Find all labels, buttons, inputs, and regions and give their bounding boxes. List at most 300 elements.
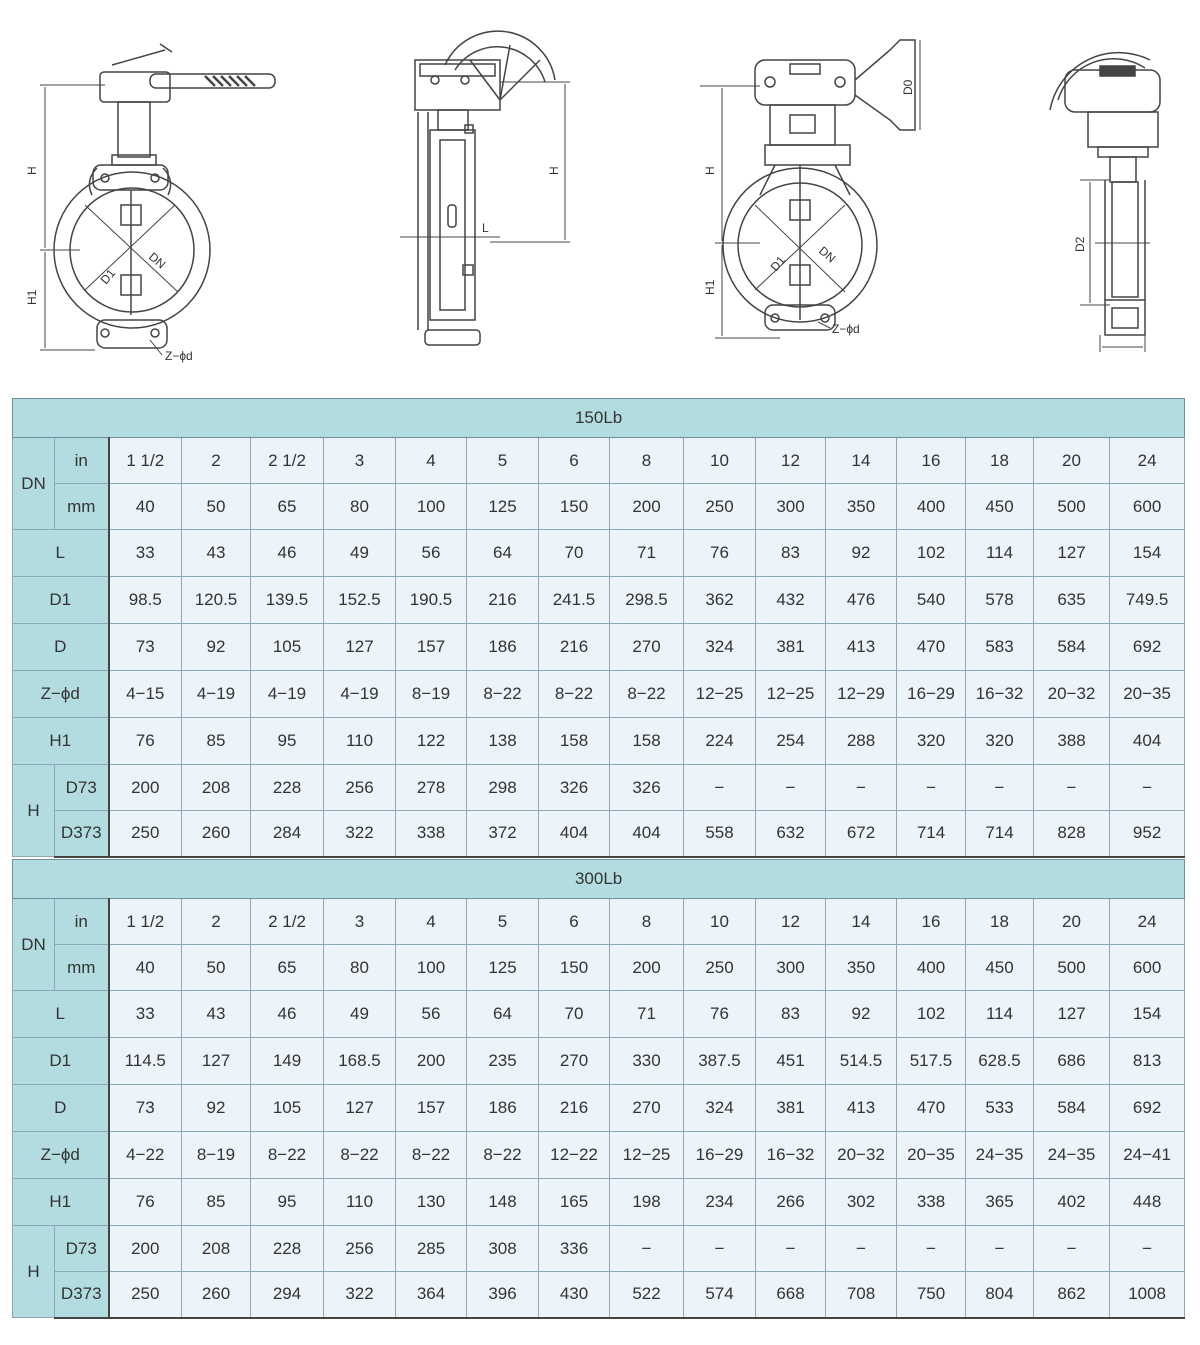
view1-dn-label: DN — [146, 249, 169, 272]
table-cell: 198 — [610, 1179, 684, 1226]
h-d373-row — [13, 1272, 1185, 1318]
table-cell: 5 — [467, 899, 539, 945]
table-cell: 16−29 — [684, 1132, 756, 1179]
table-cell: 56 — [396, 530, 467, 577]
table-cell: 294 — [251, 1272, 324, 1318]
table-cell: 208 — [182, 765, 251, 811]
mm-label: mm — [55, 945, 109, 991]
table-cell: 6 — [539, 438, 610, 484]
row-label: D — [13, 1085, 109, 1132]
in-label: in — [55, 438, 109, 484]
table-cell: 110 — [324, 718, 396, 765]
table-cell: − — [756, 1226, 826, 1272]
table-cell: 150 — [539, 484, 610, 530]
table-cell: 404 — [1110, 718, 1185, 765]
table-cell: 254 — [756, 718, 826, 765]
table-cell: 127 — [182, 1038, 251, 1085]
table-cell: 298.5 — [610, 577, 684, 624]
table-cell: 8 — [610, 438, 684, 484]
view3-d1-label: D1 — [767, 253, 789, 274]
table-cell: 16 — [897, 438, 966, 484]
table-cell: 102 — [897, 530, 966, 577]
table-cell: 105 — [251, 624, 324, 671]
table-cell: 139.5 — [251, 577, 324, 624]
table-cell: 235 — [467, 1038, 539, 1085]
table-cell: 65 — [251, 484, 324, 530]
h-d373-row — [13, 811, 1185, 857]
table-cell: 600 — [1110, 945, 1185, 991]
table-cell: 450 — [966, 484, 1034, 530]
table-cell: 157 — [396, 1085, 467, 1132]
table-cell: 200 — [610, 945, 684, 991]
table-cell: 432 — [756, 577, 826, 624]
table-cell: 33 — [109, 530, 182, 577]
table-cell: 8−22 — [539, 671, 610, 718]
table-cell: 85 — [182, 718, 251, 765]
table-cell: − — [1034, 1226, 1110, 1272]
table-cell: 338 — [897, 1179, 966, 1226]
table-cell: 8−22 — [467, 1132, 539, 1179]
table-cell: 692 — [1110, 1085, 1185, 1132]
table-cell: 4−22 — [109, 1132, 182, 1179]
d1-row — [13, 1038, 1185, 1085]
table-cell: 635 — [1034, 577, 1110, 624]
table-150lb — [12, 398, 1185, 858]
table-cell: 628.5 — [966, 1038, 1034, 1085]
table-cell: 149 — [251, 1038, 324, 1085]
table-cell: 387.5 — [684, 1038, 756, 1085]
row-label: D73 — [55, 1226, 109, 1272]
table-cell: 157 — [396, 624, 467, 671]
table-cell: 76 — [109, 718, 182, 765]
view3-d0-label: D0 — [901, 79, 915, 95]
table-cell: 12−25 — [610, 1132, 684, 1179]
table-cell: 16−29 — [897, 671, 966, 718]
table-cell: 584 — [1034, 624, 1110, 671]
table-cell: 46 — [251, 991, 324, 1038]
table-cell: 16−32 — [756, 1132, 826, 1179]
table-cell: 324 — [684, 624, 756, 671]
h-label: H — [13, 765, 55, 857]
gear-valve-front-view — [700, 40, 920, 338]
table-cell: − — [756, 765, 826, 811]
table-cell: 18 — [966, 899, 1034, 945]
row-label: L — [13, 530, 109, 577]
table-cell: 8−22 — [251, 1132, 324, 1179]
table-cell: 4−19 — [182, 671, 251, 718]
table-cell: 250 — [684, 484, 756, 530]
table-cell: 322 — [324, 811, 396, 857]
table-cell: 413 — [826, 1085, 897, 1132]
table-cell: − — [1034, 765, 1110, 811]
table-cell: 12−25 — [756, 671, 826, 718]
table-cell: − — [826, 1226, 897, 1272]
view3-h1-label: H1 — [703, 279, 717, 295]
table-cell: 750 — [897, 1272, 966, 1318]
table-cell: 158 — [610, 718, 684, 765]
table-cell: − — [897, 765, 966, 811]
table-cell: 672 — [826, 811, 897, 857]
table-cell: 668 — [756, 1272, 826, 1318]
table-cell: 12−22 — [539, 1132, 610, 1179]
table-cell: 270 — [610, 1085, 684, 1132]
table-cell: 583 — [966, 624, 1034, 671]
row-label: D — [13, 624, 109, 671]
table-cell: 1008 — [1110, 1272, 1185, 1318]
view2-l-label: L — [482, 221, 489, 235]
table-cell: 298 — [467, 765, 539, 811]
table-cell: 270 — [539, 1038, 610, 1085]
table-cell: − — [897, 1226, 966, 1272]
table-cell: 813 — [1110, 1038, 1185, 1085]
table-cell: 20−35 — [897, 1132, 966, 1179]
table-cell: − — [684, 1226, 756, 1272]
table-cell: 49 — [324, 530, 396, 577]
table-cell: 148 — [467, 1179, 539, 1226]
table-cell: 804 — [966, 1272, 1034, 1318]
table-cell: 5 — [467, 438, 539, 484]
table-cell: 952 — [1110, 811, 1185, 857]
table-cell: 4 — [396, 899, 467, 945]
table-cell: 250 — [109, 811, 182, 857]
table-cell: 256 — [324, 765, 396, 811]
table-cell: 476 — [826, 577, 897, 624]
table-cell: 152.5 — [324, 577, 396, 624]
table-cell: 70 — [539, 530, 610, 577]
table-cell: 95 — [251, 1179, 324, 1226]
table-cell: 150 — [539, 945, 610, 991]
table-cell: 400 — [897, 484, 966, 530]
mm-label: mm — [55, 484, 109, 530]
table-cell: − — [1110, 765, 1185, 811]
table-cell: 1 1/2 — [109, 438, 182, 484]
table-cell: 686 — [1034, 1038, 1110, 1085]
h1-row — [13, 1179, 1185, 1226]
table-cell: 2 1/2 — [251, 899, 324, 945]
table-cell: 828 — [1034, 811, 1110, 857]
mm-row — [13, 945, 1185, 991]
table-cell: − — [966, 765, 1034, 811]
table-cell: 714 — [897, 811, 966, 857]
table-cell: 224 — [684, 718, 756, 765]
table-300lb — [12, 859, 1185, 1319]
view1-h-label: H — [25, 166, 39, 175]
z-d-row — [13, 1132, 1185, 1179]
table-cell: 326 — [610, 765, 684, 811]
table-cell: 574 — [684, 1272, 756, 1318]
table-cell: 10 — [684, 438, 756, 484]
table-cell: 200 — [109, 765, 182, 811]
table-cell: 200 — [610, 484, 684, 530]
h-d73-row — [13, 765, 1185, 811]
table-cell: 2 — [182, 899, 251, 945]
row-label: D1 — [13, 577, 109, 624]
table-cell: 396 — [467, 1272, 539, 1318]
row-label: D373 — [55, 811, 109, 857]
table-cell: 330 — [610, 1038, 684, 1085]
table-cell: 186 — [467, 624, 539, 671]
mm-row — [13, 484, 1185, 530]
table-cell: 285 — [396, 1226, 467, 1272]
table-cell: 517.5 — [897, 1038, 966, 1085]
table-cell: 8−22 — [610, 671, 684, 718]
table-cell: 18 — [966, 438, 1034, 484]
table-cell: 256 — [324, 1226, 396, 1272]
table-cell: 14 — [826, 438, 897, 484]
table-cell: 4−19 — [324, 671, 396, 718]
table-cell: 43 — [182, 991, 251, 1038]
table-cell: 83 — [756, 991, 826, 1038]
table-cell: 326 — [539, 765, 610, 811]
row-label: Z−ϕd — [13, 1132, 109, 1179]
table-cell: 708 — [826, 1272, 897, 1318]
table-cell: 241.5 — [539, 577, 610, 624]
table-cell: 158 — [539, 718, 610, 765]
table-cell: 71 — [610, 530, 684, 577]
table-cell: 2 — [182, 438, 251, 484]
table-cell: 12−29 — [826, 671, 897, 718]
row-label: D73 — [55, 765, 109, 811]
table-cell: 24 — [1110, 438, 1185, 484]
table-cell: 270 — [610, 624, 684, 671]
table-cell: 190.5 — [396, 577, 467, 624]
table-cell: 388 — [1034, 718, 1110, 765]
table-cell: 350 — [826, 484, 897, 530]
table-cell: 600 — [1110, 484, 1185, 530]
table-cell: 24 — [1110, 899, 1185, 945]
table-cell: 33 — [109, 991, 182, 1038]
table-cell: 308 — [467, 1226, 539, 1272]
table-cell: 114.5 — [109, 1038, 182, 1085]
table-cell: 250 — [684, 945, 756, 991]
h1-row — [13, 718, 1185, 765]
table-cell: 20 — [1034, 438, 1110, 484]
table-cell: 24−35 — [966, 1132, 1034, 1179]
table-cell: 372 — [467, 811, 539, 857]
table-cell: 470 — [897, 1085, 966, 1132]
table-cell: 402 — [1034, 1179, 1110, 1226]
table-cell: 266 — [756, 1179, 826, 1226]
table-cell: 20 — [1034, 899, 1110, 945]
table-cell: 127 — [1034, 530, 1110, 577]
valve-drawings — [0, 0, 1200, 395]
table-cell: 100 — [396, 945, 467, 991]
table-cell: 558 — [684, 811, 756, 857]
table-cell: 228 — [251, 765, 324, 811]
table-cell: − — [610, 1226, 684, 1272]
table-cell: − — [966, 1226, 1034, 1272]
table-cell: 260 — [182, 811, 251, 857]
table-cell: 362 — [684, 577, 756, 624]
table-cell: 64 — [467, 530, 539, 577]
table-cell: 381 — [756, 624, 826, 671]
table-cell: 430 — [539, 1272, 610, 1318]
table-cell: 12−25 — [684, 671, 756, 718]
table-cell: 1 1/2 — [109, 899, 182, 945]
table-cell: 127 — [324, 1085, 396, 1132]
table-cell: 127 — [324, 624, 396, 671]
table-cell: 125 — [467, 945, 539, 991]
table-cell: 533 — [966, 1085, 1034, 1132]
z-d-row — [13, 671, 1185, 718]
table-cell: 73 — [109, 624, 182, 671]
table-cell: 24−35 — [1034, 1132, 1110, 1179]
table-cell: 20−35 — [1110, 671, 1185, 718]
table-cell: 500 — [1034, 484, 1110, 530]
table-cell: 3 — [324, 438, 396, 484]
table-cell: 16−32 — [966, 671, 1034, 718]
in-label: in — [55, 899, 109, 945]
table-cell: 208 — [182, 1226, 251, 1272]
table-cell: 98.5 — [109, 577, 182, 624]
table-cell: 50 — [182, 484, 251, 530]
view4-d2-label: D2 — [1073, 236, 1087, 252]
table-cell: 102 — [897, 991, 966, 1038]
table-cell: 228 — [251, 1226, 324, 1272]
table-cell: 56 — [396, 991, 467, 1038]
table-cell: 64 — [467, 991, 539, 1038]
table-cell: 114 — [966, 991, 1034, 1038]
table-cell: 514.5 — [826, 1038, 897, 1085]
table-cell: − — [826, 765, 897, 811]
table-cell: 260 — [182, 1272, 251, 1318]
table-cell: 154 — [1110, 530, 1185, 577]
table-cell: 83 — [756, 530, 826, 577]
table-cell: 284 — [251, 811, 324, 857]
dn-label: DN — [13, 438, 55, 530]
d1-row — [13, 577, 1185, 624]
table-cell: 302 — [826, 1179, 897, 1226]
table-cell: 4−19 — [251, 671, 324, 718]
table-cell: 73 — [109, 1085, 182, 1132]
table-cell: 186 — [467, 1085, 539, 1132]
d-row — [13, 624, 1185, 671]
in-row — [13, 899, 1185, 945]
table-cell: 200 — [109, 1226, 182, 1272]
table-cell: 24−41 — [1110, 1132, 1185, 1179]
row-label: H1 — [13, 1179, 109, 1226]
table-cell: 2 1/2 — [251, 438, 324, 484]
table-cell: 65 — [251, 945, 324, 991]
table-cell: 364 — [396, 1272, 467, 1318]
table-cell: 216 — [539, 624, 610, 671]
view1-zd-label: Z−ϕd — [165, 349, 193, 363]
table-cell: 43 — [182, 530, 251, 577]
table-cell: 200 — [396, 1038, 467, 1085]
table-cell: 85 — [182, 1179, 251, 1226]
in-row — [13, 438, 1185, 484]
table-cell: 4−15 — [109, 671, 182, 718]
table-cell: 80 — [324, 484, 396, 530]
table-cell: 46 — [251, 530, 324, 577]
table-cell: 8−22 — [467, 671, 539, 718]
table-cell: 451 — [756, 1038, 826, 1085]
table-cell: 12 — [756, 899, 826, 945]
l-row — [13, 991, 1185, 1038]
table-cell: 322 — [324, 1272, 396, 1318]
table-cell: 3 — [324, 899, 396, 945]
table-title: 150Lb — [13, 399, 1185, 438]
table-cell: 154 — [1110, 991, 1185, 1038]
table-cell: 70 — [539, 991, 610, 1038]
table-cell: 110 — [324, 1179, 396, 1226]
table-cell: 400 — [897, 945, 966, 991]
table-cell: 50 — [182, 945, 251, 991]
table-cell: 234 — [684, 1179, 756, 1226]
d-row — [13, 1085, 1185, 1132]
view1-h1-label: H1 — [25, 289, 39, 305]
table-cell: 127 — [1034, 991, 1110, 1038]
row-label: Z−ϕd — [13, 671, 109, 718]
table-cell: 365 — [966, 1179, 1034, 1226]
row-label: L — [13, 991, 109, 1038]
table-cell: 114 — [966, 530, 1034, 577]
table-cell: − — [1110, 1226, 1185, 1272]
table-cell: 12 — [756, 438, 826, 484]
table-cell: 250 — [109, 1272, 182, 1318]
table-cell: 122 — [396, 718, 467, 765]
table-cell: 8 — [610, 899, 684, 945]
table-cell: 165 — [539, 1179, 610, 1226]
table-cell: 522 — [610, 1272, 684, 1318]
table-cell: 404 — [539, 811, 610, 857]
table-cell: 10 — [684, 899, 756, 945]
table-cell: 49 — [324, 991, 396, 1038]
table-cell: 95 — [251, 718, 324, 765]
table-cell: 320 — [897, 718, 966, 765]
table-cell: 8−19 — [396, 671, 467, 718]
table-cell: 8−22 — [324, 1132, 396, 1179]
table-cell: 14 — [826, 899, 897, 945]
table-cell: 448 — [1110, 1179, 1185, 1226]
view3-h-label: H — [703, 166, 717, 175]
gear-valve-side-view-2 — [1050, 53, 1160, 352]
table-cell: 320 — [966, 718, 1034, 765]
table-cell: 20−32 — [826, 1132, 897, 1179]
table-cell: 92 — [182, 624, 251, 671]
row-label: D1 — [13, 1038, 109, 1085]
table-cell: 20−32 — [1034, 671, 1110, 718]
table-cell: 278 — [396, 765, 467, 811]
table-cell: 8−19 — [182, 1132, 251, 1179]
table-cell: 168.5 — [324, 1038, 396, 1085]
lever-valve-front-view — [40, 44, 275, 355]
table-cell: 300 — [756, 945, 826, 991]
table-cell: 714 — [966, 811, 1034, 857]
table-cell: 6 — [539, 899, 610, 945]
table-title: 300Lb — [13, 860, 1185, 899]
row-label: D373 — [55, 1272, 109, 1318]
table-cell: 125 — [467, 484, 539, 530]
table-cell: 413 — [826, 624, 897, 671]
view3-dn-label: DN — [816, 243, 839, 266]
dn-label: DN — [13, 899, 55, 991]
table-cell: 138 — [467, 718, 539, 765]
table-cell: 324 — [684, 1085, 756, 1132]
table-cell: 470 — [897, 624, 966, 671]
view3-zd-label: Z−ϕd — [832, 322, 860, 336]
table-cell: 216 — [539, 1085, 610, 1132]
table-cell: 216 — [467, 577, 539, 624]
table-cell: 76 — [109, 1179, 182, 1226]
table-cell: 4 — [396, 438, 467, 484]
table-cell: 632 — [756, 811, 826, 857]
table-cell: 300 — [756, 484, 826, 530]
table-cell: 381 — [756, 1085, 826, 1132]
table-cell: 120.5 — [182, 577, 251, 624]
table-cell: 8−22 — [396, 1132, 467, 1179]
table-cell: 71 — [610, 991, 684, 1038]
